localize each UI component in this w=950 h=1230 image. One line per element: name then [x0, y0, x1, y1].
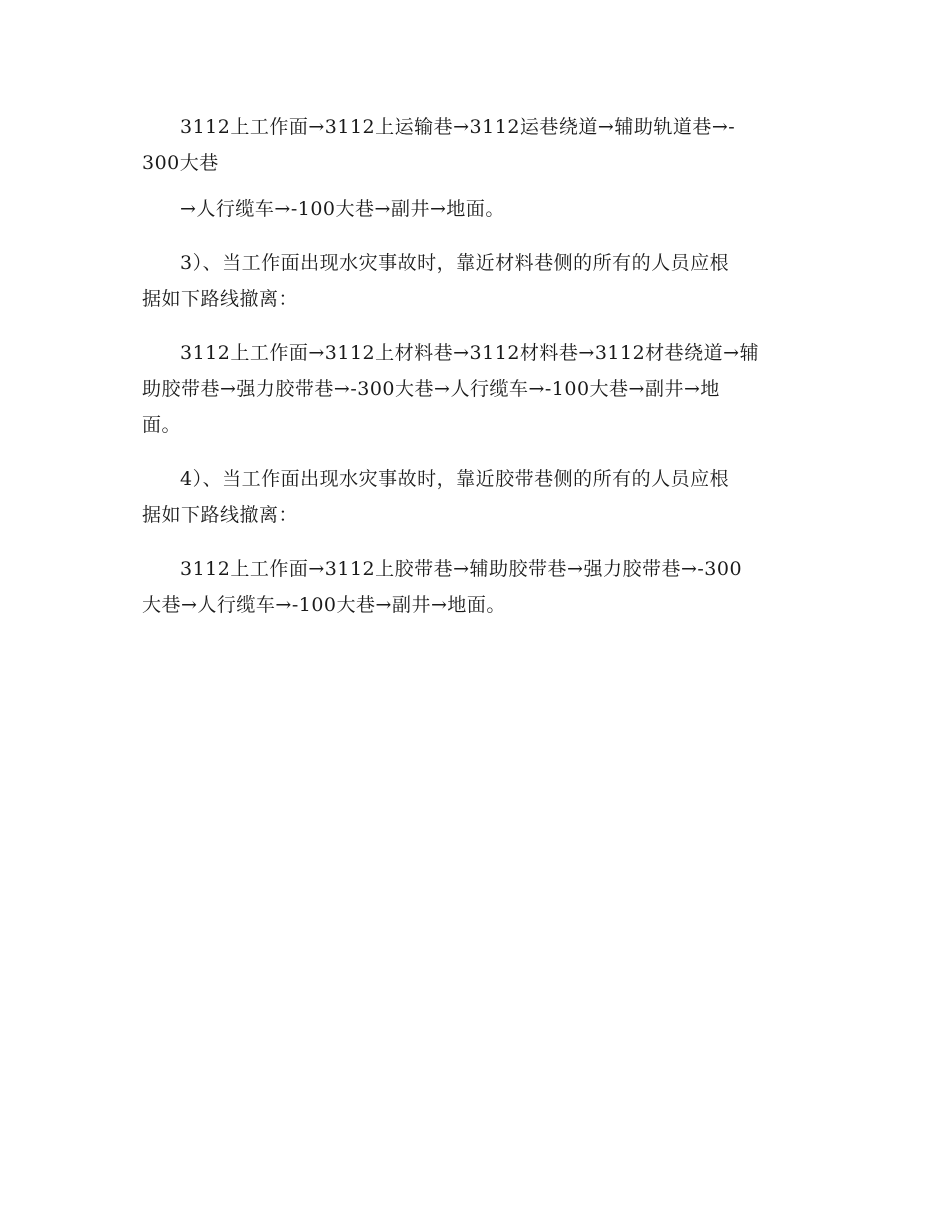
route-4-line-2: 大巷→人行缆车→-100大巷→副井→地面。 — [142, 594, 506, 616]
route-paragraph-1 — [142, 109, 810, 181]
route-1-line-2: 300大巷 — [142, 152, 219, 174]
route-3-line-2: 助胶带巷→强力胶带巷→-300大巷→人行缆车→-100大巷→副井→地 — [142, 378, 720, 400]
route-1-line-3: →人行缆车→-100大巷→副井→地面。 — [180, 198, 505, 220]
route-4-line-1: 3112上工作面→3112上胶带巷→辅助胶带巷→强力胶带巷→-300 — [180, 558, 743, 580]
route-paragraph-1-continued — [142, 191, 810, 227]
route-paragraph-4 — [142, 551, 810, 623]
route-1-line-1: 3112上工作面→3112上运输巷→3112运巷绕道→辅助轨道巷→- — [180, 116, 736, 138]
item-3-line-2: 据如下路线撤离： — [142, 288, 299, 310]
item-4-line-2: 据如下路线撤离： — [142, 504, 299, 526]
route-3-line-3: 面。 — [142, 414, 182, 436]
item-4-line-1: 4）、当工作面出现水灾事故时，靠近胶带巷侧的所有的人员应根 — [180, 468, 730, 490]
route-paragraph-3 — [142, 335, 810, 443]
item-4-heading — [142, 461, 810, 533]
document-body — [142, 109, 810, 623]
item-3-line-1: 3）、当工作面出现水灾事故时，靠近材料巷侧的所有的人员应根 — [180, 252, 730, 274]
item-3-heading — [142, 245, 810, 317]
route-3-line-1: 3112上工作面→3112上材料巷→3112材料巷→3112材巷绕道→辅 — [180, 342, 760, 364]
